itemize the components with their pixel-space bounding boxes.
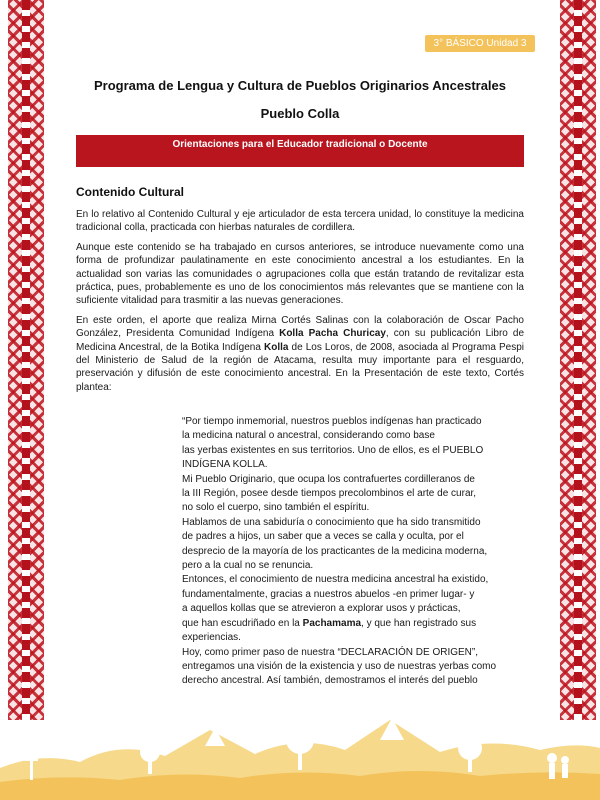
quote-line: Hablamos de una sabiduría o conocimiento que ha sido transmitido [182,516,481,528]
quote-line: a aquellos kollas que se atrevieron a explorar usos y prácticas, [182,603,461,615]
section-heading: Contenido Cultural [76,185,184,199]
bold-text: Kolla [263,341,289,353]
paragraph [76,314,524,394]
text-run: , con su publicación Libro de Medicina Ancestral, de la Botika Indígena [76,328,525,353]
quote-line: desprecio de la mayoría de los practicantes de la medicina moderna, [182,545,488,557]
body-text [76,208,524,400]
block-quote [182,415,512,689]
page-title: Programa de Lengua y Cultura de Pueblos Originarios Ancestrales [93,78,507,93]
text-run: que han escudriñado en la [182,617,303,629]
quote-line: Mi Pueblo Originario, que ocupa los contrafuertes cordilleranos de [182,473,475,485]
quote-line: de padres a hijos, un saber que a veces se calla y oculta, por el [182,531,464,543]
bold-text: Pachamama [302,617,362,629]
quote-line: las yerbas existentes en sus territorios. Uno de ellos, es el PUEBLO [182,444,484,456]
quote-line: la medicina natural o ancestral, considerando como base [182,430,435,442]
quote-line: no solo el cuerpo, sino también el espíritu. [182,502,370,514]
paragraph: En lo relativo al Contenido Cultural y eje articulador de esta tercera unidad, lo constituye la medicina tradicional colla, practicada con hierbas naturales de cordillera. [76,209,524,234]
quote-line: Hoy, como primer paso de nuestra “DECLARACIÓN DE ORIGEN”, [182,646,479,658]
quote-line: INDÍGENA KOLLA. [182,459,268,471]
section-banner: Orientaciones para el Educador tradicional o Docente [76,135,524,167]
page-subtitle: Pueblo Colla [260,106,340,121]
text-run: En este orden, el aporte que realiza Mirna Cortés Salinas con la colaboración de Oscar Pacho González, Presidenta Comunidad Indígena [76,314,524,340]
grade-unit-tab: 3° BÁSICO Unidad 3 [425,35,535,52]
paragraph: Aunque este contenido se ha trabajado en cursos anteriores, se introduce nuevamente como una forma de profundizar paulatinamente en este conocimiento ancestral a los estudiantes. En la actualidad son varias las comunidades o agrupaciones colla que están tratando de revitalizar esta práctica, pues, probablemente es uno de los conocimientos más relevantes que se mantiene con la suficiente vitalidad para trasmitir a las nuevas generaciones. [76,241,524,307]
quote-line: “Por tiempo inmemorial, nuestros pueblos indígenas han practicado [182,416,482,427]
quote-line: pero a la cual no se renuncia. [182,560,314,572]
quote-line: experiencias. [182,632,241,644]
footer-landscape-illustration [0,690,600,800]
text-run: de Los Loros, de 2008, asociada al Programa Pespi del Ministerio de Salud de la región de Atacama, resulta muy importante para el resguardo, preservación y difusión de este conocimiento ancestral. En la Presentación de este texto, Cortés plantea: [76,341,524,393]
quote-line: la III Región, posee desde tiempos precolombinos el arte de curar, [182,488,477,500]
quote-line: derecho ancestral. Así también, demostramos el interés del pueblo [182,675,478,687]
quote-line: fundamentalmente, gracias a nuestros abuelos -en primer lugar- y [182,588,475,600]
bold-text: Kolla Pacha Churicay [279,328,386,340]
quote-line [182,617,512,631]
right-decorative-border [560,0,596,720]
text-run: , y que han registrado sus [361,617,477,629]
quote-line: entregamos una visión de la existencia y uso de nuestras yerbas como [182,660,497,672]
quote-line: Entonces, el conocimiento de nuestra medicina ancestral ha existido, [182,574,489,586]
left-decorative-border [8,0,44,720]
